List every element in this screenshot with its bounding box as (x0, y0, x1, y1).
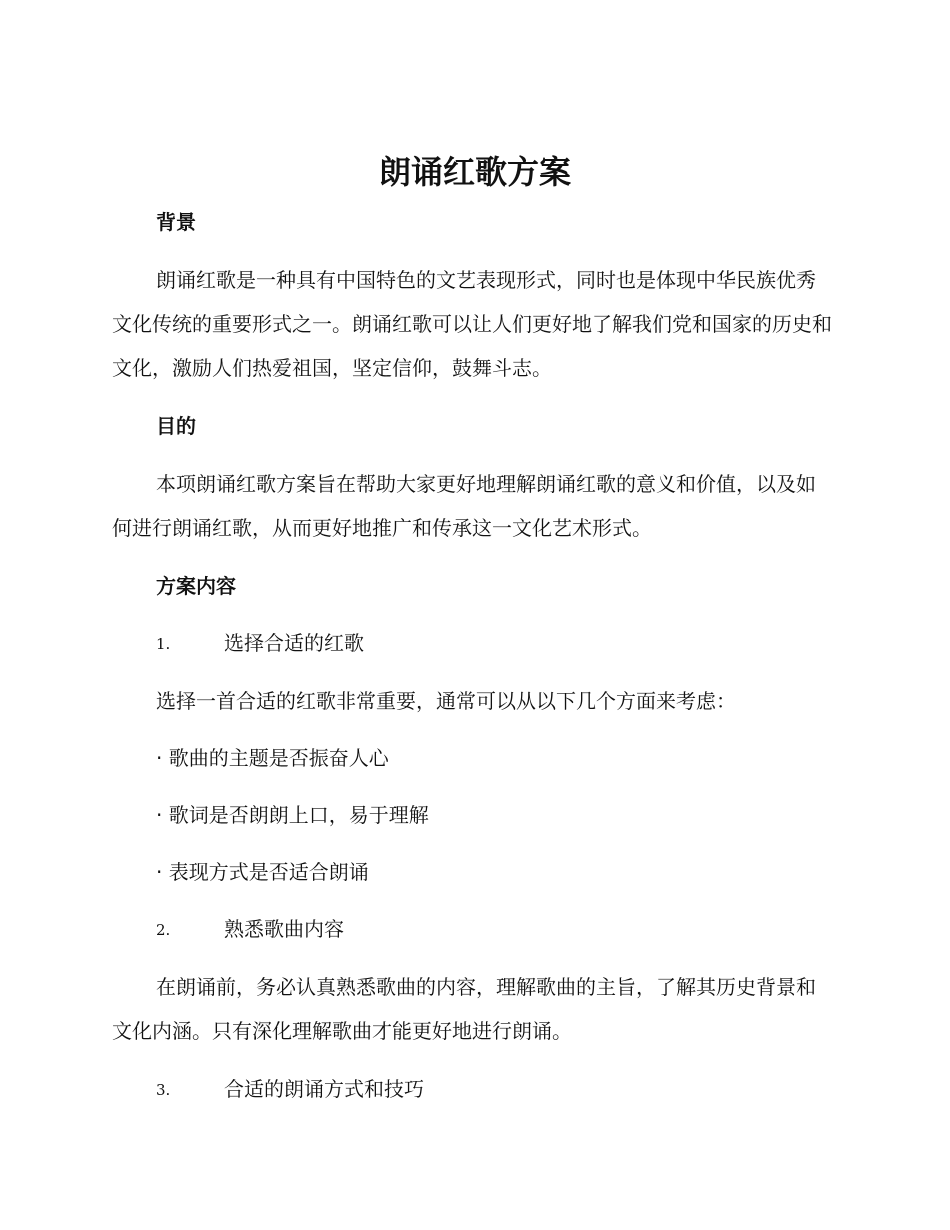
item-2-number: 2. (156, 921, 171, 939)
item-1-title: 选择合适的红歌 (224, 631, 364, 655)
paragraph-background: 朗诵红歌是一种具有中国特色的文艺表现形式，同时也是体现中华民族优秀文化传统的重要形式之一。朗诵红歌可以让人们更好地了解我们党和国家的历史和文化，激励人们热爱祖国，坚定信仰，鼓舞斗志。 (112, 268, 832, 380)
paragraph-purpose: 本项朗诵红歌方案旨在帮助大家更好地理解朗诵红歌的意义和价值，以及如何进行朗诵红歌，从而更好地推广和传承这一文化艺术形式。 (112, 472, 816, 540)
document-title: 朗诵红歌方案 (378, 153, 571, 191)
paragraph-item-2: 在朗诵前，务必认真熟悉歌曲的内容，理解歌曲的主旨，了解其历史背景和文化内涵。只有深化理解歌曲才能更好地进行朗诵。 (112, 975, 816, 1043)
bullet-item: · 歌曲的主题是否振奋人心 (156, 746, 389, 770)
bullet-item: · 歌词是否朗朗上口，易于理解 (156, 803, 429, 827)
item-3-number: 3. (156, 1081, 171, 1099)
heading-purpose: 目的 (156, 414, 196, 438)
heading-plan: 方案内容 (156, 574, 236, 598)
item-2-title: 熟悉歌曲内容 (224, 917, 344, 941)
item-1-intro: 选择一首合适的红歌非常重要，通常可以从以下几个方面来考虑： (156, 689, 736, 713)
heading-background: 背景 (156, 210, 196, 234)
item-1-number: 1. (156, 635, 171, 653)
item-3-title: 合适的朗诵方式和技巧 (224, 1077, 424, 1101)
bullet-item: · 表现方式是否适合朗诵 (156, 860, 369, 884)
